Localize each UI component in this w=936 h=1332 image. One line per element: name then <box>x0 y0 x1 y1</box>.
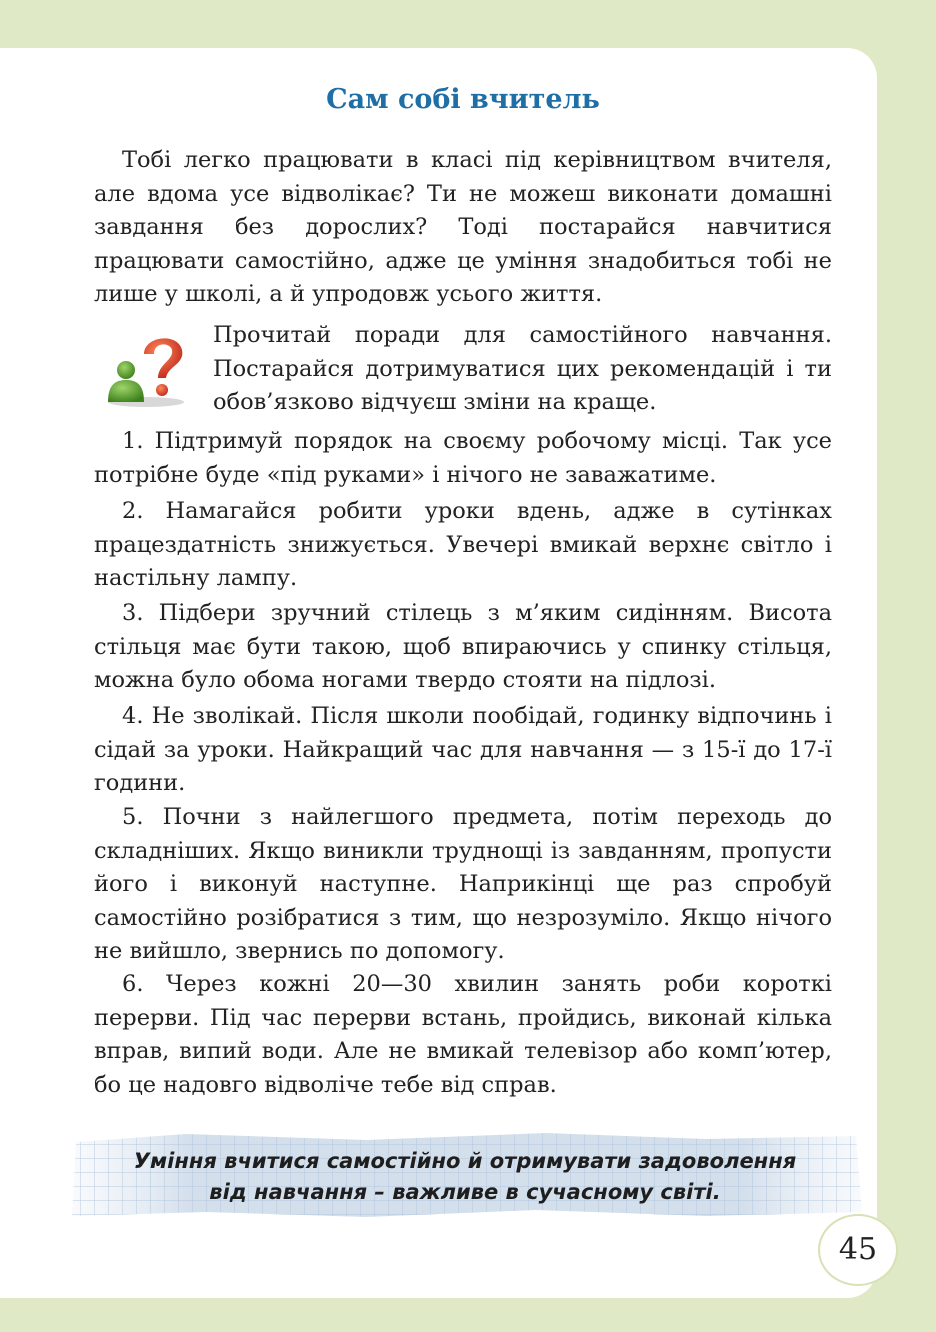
tip-item: 6. Через кожні 20—30 хвилин занять роби короткі перерви. Під час перерви встань, пройдись, виконай кілька вправ, випий води. Але не вмикай телевізор або комп’ютер, бо це надовго відволіче тебе від справ. <box>94 971 832 1098</box>
note-line-2: від навчання – важливе в сучасному світі. <box>209 1180 721 1204</box>
tip-item: 2. Намагайся робити уроки вдень, адже в сутінках працездатність знижується. Увечері вмикай верхнє світло і настільну лампу. <box>94 498 832 591</box>
note-line-1: Уміння вчитися самостійно й отримувати задоволення <box>133 1149 797 1173</box>
note-text <box>70 1146 860 1208</box>
question-mark-person-icon <box>100 326 200 408</box>
task-paragraph: Прочитай поради для самостійного навчання. Постарайся дотримуватися цих рекомендацій і ти обов’язково відчуєш зміни на краще. <box>213 322 832 415</box>
tip-item: 4. Не зволікай. Після школи пообідай, годинку відпочинь і сідай за уроки. Найкращий час для навчання — з 15-ї до 17-ї години. <box>94 703 832 796</box>
tip-item: 5. Почни з найлегшого предмета, потім переходь до складніших. Якщо виникли труднощі із завданням, пропусти його і виконуй наступне. Наприкінці ще раз спробуй самостійно розібратися з тим, що незрозуміло. Якщо нічого не вийшло, звернись по допомогу. <box>94 804 832 964</box>
tip-item: 1. Підтримуй порядок на своєму робочому місці. Так усе потрібне буде «під руками» і нічого не заважатиме. <box>94 428 832 488</box>
page-number: 45 <box>818 1214 898 1286</box>
intro-paragraph: Тобі легко працювати в класі під керівництвом вчителя, але вдома усе відволікає? Ти не можеш виконати домашні завдання без дорослих? Тоді постарайся навчитися працювати самостійно, адже це уміння знадобиться тобі не лише у школі, а й упродовж усього життя. <box>94 147 832 307</box>
tip-item: 3. Підбери зручний стілець з м’яким сидінням. Висота стільця має бути такою, щоб впираючись у спинку стільця, можна було обома ногами твердо стояти на підлозі. <box>94 600 832 693</box>
page-title: Сам собі вчитель <box>326 84 600 115</box>
